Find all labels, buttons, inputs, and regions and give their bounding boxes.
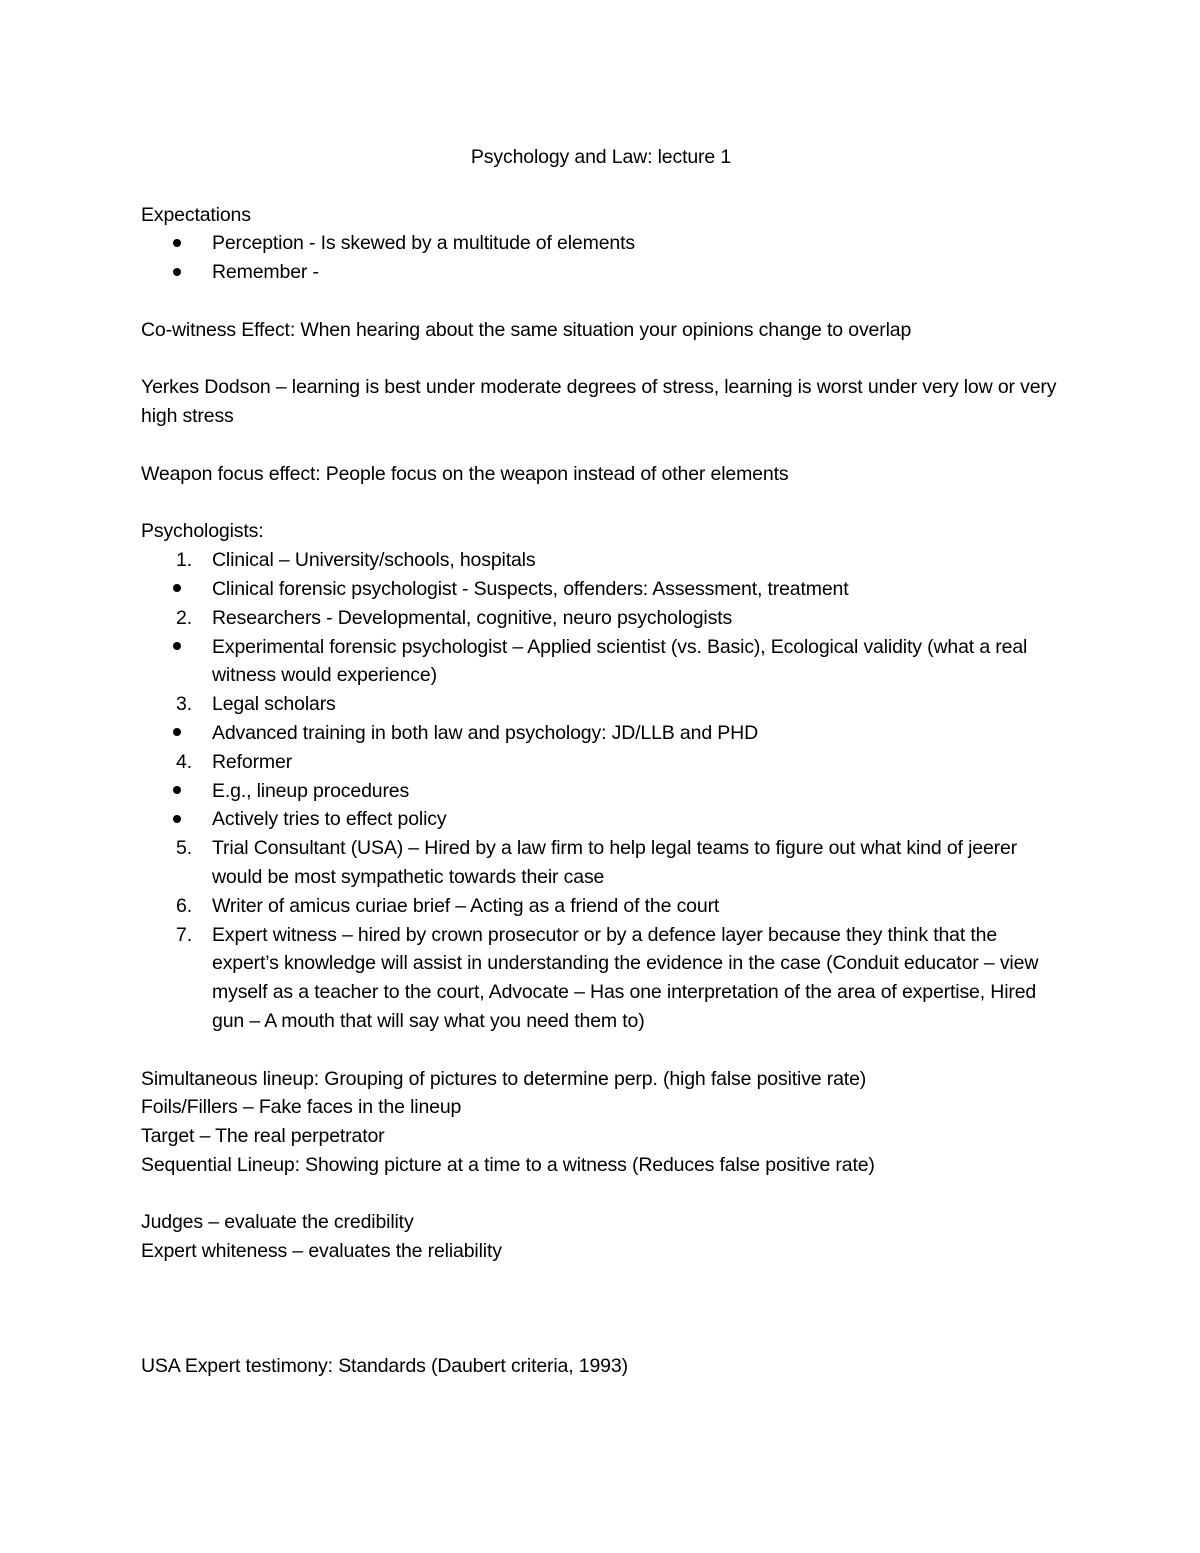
weapon-paragraph: Weapon focus effect: People focus on the weapon instead of other elements	[141, 462, 789, 485]
list-item-text: Researchers - Developmental, cognitive, neuro psychologists	[212, 606, 733, 629]
list-item-text: Perception - Is skewed by a multitude of elements	[212, 232, 635, 255]
spacer	[141, 1295, 1061, 1324]
list-item-text: Trial Consultant (USA) – Hired by a law firm to help legal teams to figure out what kind of jeerer would be most sympathetic towards their case	[212, 837, 1018, 888]
list-item-text: Writer of amicus curiae brief – Acting as a friend of the court	[212, 894, 720, 917]
spacer	[141, 489, 1061, 518]
list-item	[141, 834, 1061, 892]
cowitness-paragraph: Co-witness Effect: When hearing about the same situation your opinions change to overlap	[141, 318, 912, 341]
usa-expert-line: USA Expert testimony: Standards (Daubert criteria, 1993)	[141, 1355, 628, 1378]
bullet-icon	[173, 805, 209, 834]
list-item-text: Expert witness – hired by crown prosecutor or by a defence layer because they think that the expert’s knowledge will assist in understanding the evidence in the case (Conduit educator – view myself as a teacher to the court, Advocate – Has one interpretation of the area of expertise, Hired gun – A mouth that will say what you need them to)	[212, 923, 1039, 1032]
list-item	[141, 258, 1061, 287]
bullet-icon	[173, 777, 209, 806]
list-item	[141, 604, 1061, 633]
yerkes-paragraph: Yerkes Dodson – learning is best under moderate degrees of stress, learning is worst under very low or very high stress	[141, 376, 1057, 428]
lineup-line: Sequential Lineup: Showing picture at a time to a witness (Reduces false positive rate)	[141, 1153, 875, 1176]
bullet-icon	[173, 258, 209, 287]
list-number: 6.	[176, 894, 192, 917]
list-item	[141, 719, 1061, 748]
lineup-line: Foils/Fillers – Fake faces in the lineup	[141, 1096, 462, 1119]
list-item-text: E.g., lineup procedures	[212, 779, 410, 802]
spacer	[141, 1266, 1061, 1295]
list-number: 3.	[176, 693, 192, 716]
bullet-icon	[173, 575, 209, 604]
bullet-icon	[173, 633, 209, 662]
list-item	[141, 777, 1061, 806]
list-item-text: Reformer	[212, 750, 293, 773]
spacer	[141, 1036, 1061, 1065]
spacer	[141, 1180, 1061, 1209]
list-item-text: Legal scholars	[212, 693, 336, 716]
credibility-line: Expert whiteness – evaluates the reliability	[141, 1240, 502, 1263]
list-item-text: Experimental forensic psychologist – Applied scientist (vs. Basic), Ecological validity (what a real witness would experience)	[212, 635, 1028, 687]
credibility-line: Judges – evaluate the credibility	[141, 1211, 414, 1234]
spacer	[141, 431, 1061, 460]
list-item-text: Clinical forensic psychologist - Suspects, offenders: Assessment, treatment	[212, 577, 849, 600]
list-number: 2.	[176, 606, 192, 629]
spacer	[141, 345, 1061, 374]
list-item-text: Remember -	[212, 261, 319, 284]
bullet-icon	[173, 229, 209, 258]
list-item	[141, 690, 1061, 719]
list-item	[141, 805, 1061, 834]
list-number: 4.	[176, 750, 192, 773]
list-item-text: Advanced training in both law and psychology: JD/LLB and PHD	[212, 721, 758, 744]
list-item	[141, 575, 1061, 604]
spacer	[141, 1324, 1061, 1353]
psychologists-heading: Psychologists:	[141, 520, 264, 543]
spacer	[141, 172, 1061, 201]
document-title: Psychology and Law: lecture 1	[470, 146, 732, 168]
list-item	[141, 892, 1061, 921]
document-body	[141, 143, 1061, 1381]
lineup-line: Target – The real perpetrator	[141, 1125, 385, 1148]
spacer	[141, 287, 1061, 316]
list-item	[141, 229, 1061, 258]
psychologists-list	[141, 546, 1061, 1036]
list-item-text: Actively tries to effect policy	[212, 808, 447, 831]
list-item	[141, 921, 1061, 1036]
bullet-icon	[173, 719, 209, 748]
list-item	[141, 633, 1061, 691]
list-item-text: Clinical – University/schools, hospitals	[212, 549, 536, 572]
list-item	[141, 546, 1061, 575]
list-number: 7.	[176, 923, 192, 946]
expectations-list	[141, 229, 1061, 287]
list-number: 5.	[176, 837, 192, 860]
lineup-line: Simultaneous lineup: Grouping of pictures to determine perp. (high false positive rate)	[141, 1067, 867, 1090]
list-item	[141, 748, 1061, 777]
expectations-heading: Expectations	[141, 203, 251, 226]
list-number: 1.	[176, 549, 192, 572]
